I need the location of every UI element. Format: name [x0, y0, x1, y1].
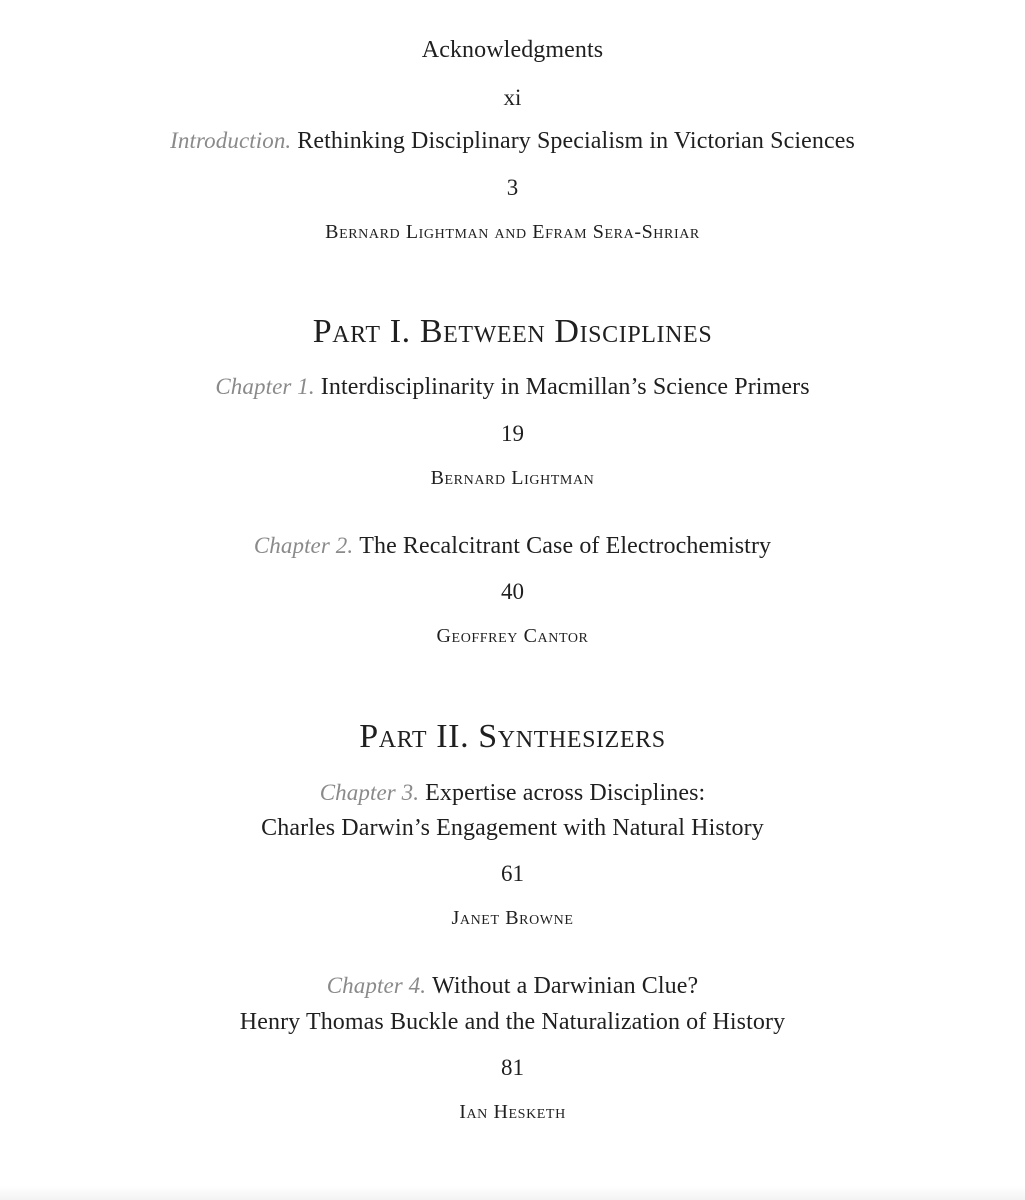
chapter-4-label: Chapter 4. — [326, 973, 427, 998]
chapter-3-author: Janet Browne — [451, 907, 574, 929]
chapter-4-title-line-1: Without a Darwinian Clue? — [432, 973, 699, 999]
chapter-1-entry[interactable] — [0, 375, 1025, 399]
introduction-title: Rethinking Disciplinary Specialism in Victorian Sciences — [297, 128, 855, 154]
chapter-4-page-number: 81 — [501, 1055, 524, 1080]
chapter-1-page-number: 19 — [501, 421, 524, 446]
chapter-4-title-line-2[interactable]: Henry Thomas Buckle and the Naturalization of History — [239, 1009, 786, 1035]
introduction-label: Introduction. — [170, 128, 292, 153]
chapter-3-page-number: 61 — [501, 861, 524, 886]
chapter-3-label: Chapter 3. — [319, 780, 420, 805]
chapter-4-author: Ian Hesketh — [459, 1101, 566, 1123]
part-2-heading: Part II. Synthesizers — [359, 718, 666, 755]
acknowledgments-entry[interactable] — [0, 38, 1025, 62]
introduction-page-number: 3 — [506, 175, 519, 200]
chapter-2-entry[interactable] — [0, 534, 1025, 558]
chapter-1-title: Interdisciplinarity in Macmillan’s Science Primers — [320, 374, 810, 400]
acknowledgments-title: Acknowledgments — [421, 37, 604, 63]
chapter-1-author: Bernard Lightman — [430, 467, 595, 489]
acknowledgments-page-number: xi — [503, 85, 522, 110]
introduction-authors: Bernard Lightman and Efram Sera-Shriar — [325, 221, 700, 243]
chapter-3-entry[interactable] — [0, 781, 1025, 805]
introduction-entry[interactable] — [0, 129, 1025, 153]
chapter-2-page-number: 40 — [501, 579, 524, 604]
chapter-3-title-line-1: Expertise across Disciplines: — [425, 780, 706, 806]
chapter-2-label: Chapter 2. — [253, 533, 354, 558]
chapter-2-title: The Recalcitrant Case of Electrochemistry — [359, 533, 772, 559]
part-1-heading: Part I. Between Disciplines — [312, 313, 713, 350]
chapter-4-entry[interactable] — [0, 974, 1025, 998]
chapter-1-label: Chapter 1. — [215, 374, 315, 399]
page-bottom-edge — [0, 1186, 1025, 1200]
chapter-2-author: Geoffrey Cantor — [436, 625, 589, 647]
chapter-3-title-line-2[interactable]: Charles Darwin’s Engagement with Natural History — [261, 815, 764, 841]
